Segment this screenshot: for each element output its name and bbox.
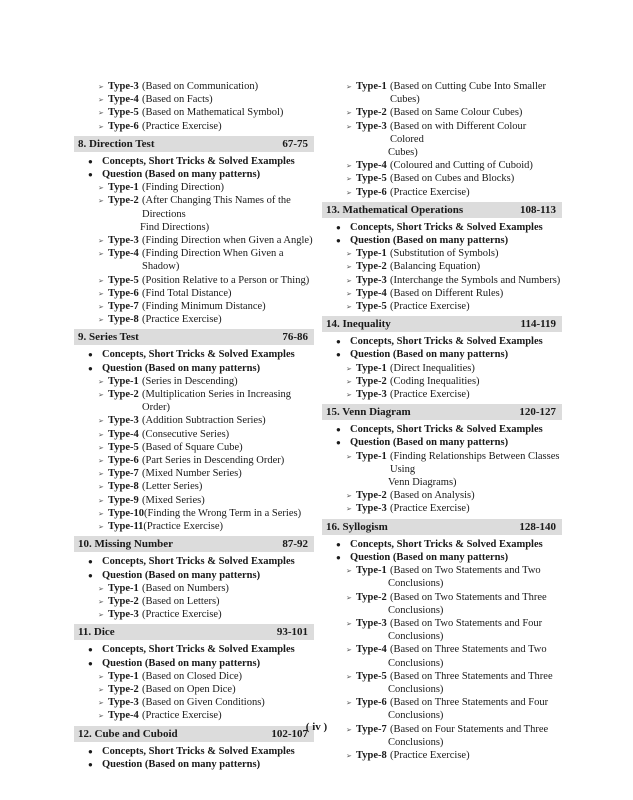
type-description: (Based on Three Statements and Four: [390, 697, 549, 709]
type-label: Type-4: [108, 248, 139, 260]
type-description: (Practice Exercise): [142, 120, 222, 132]
page-number: ( iv ): [305, 721, 328, 733]
type-label: Type-9: [108, 494, 139, 506]
type-item: [74, 388, 314, 414]
type-item: [322, 247, 562, 260]
type-label: Type-2: [356, 490, 387, 502]
type-label: Type-3: [356, 120, 387, 132]
type-item: [74, 234, 314, 247]
type-label: Type-6: [108, 455, 139, 467]
type-item: [74, 683, 314, 696]
type-item: [74, 467, 314, 480]
type-label: Type-4: [108, 428, 139, 440]
type-item: [74, 582, 314, 595]
type-item: [322, 643, 562, 656]
type-description: (Based on Numbers): [142, 582, 229, 594]
type-item: [322, 159, 562, 172]
type-description: (Based on Two Statements and Four: [390, 617, 543, 629]
section-pages: 87-92: [282, 538, 308, 551]
chevron-right-icon: ➢: [98, 250, 104, 259]
type-label: Type-2: [108, 595, 139, 607]
type-label: Type-7: [108, 301, 139, 313]
bullet-item: ● Question (Based on many patterns): [74, 758, 314, 771]
type-description: (Based on Open Dice): [142, 683, 236, 695]
chevron-right-icon: ➢: [346, 492, 352, 501]
chevron-right-icon: ➢: [346, 109, 352, 118]
bullet-item: ● Concepts, Short Tricks & Solved Examples: [74, 643, 314, 656]
type-description: (Practice Exercise): [390, 749, 470, 761]
type-description: (After Changing This Names of the Directions: [142, 195, 291, 220]
type-description: (Finding Relationships Between Classes Using: [390, 450, 560, 475]
type-description: (Coding Inequalities): [390, 375, 480, 387]
section-title: 12. Cube and Cuboid: [78, 727, 178, 740]
type-description: (Practice Exercise): [142, 314, 222, 326]
type-description: (Finding Direction When Given a Shadow): [142, 248, 284, 273]
type-description: (Based on Three Statements and Three: [390, 670, 553, 682]
type-item: [322, 172, 562, 185]
type-label: Type-3: [356, 503, 387, 515]
bullet-item: ● Concepts, Short Tricks & Solved Examples: [322, 335, 562, 348]
chevron-right-icon: ➢: [98, 276, 104, 285]
chevron-right-icon: ➢: [346, 452, 352, 461]
chevron-right-icon: ➢: [346, 646, 352, 655]
chevron-right-icon: ➢: [346, 725, 352, 734]
type-label: Type-4: [356, 287, 387, 299]
section-pages: 114-119: [520, 318, 556, 331]
chevron-right-icon: ➢: [346, 672, 352, 681]
type-label: Type-4: [356, 644, 387, 656]
section-pages: 120-127: [519, 406, 556, 419]
type-item: [74, 375, 314, 388]
chevron-right-icon: ➢: [98, 83, 104, 91]
chevron-right-icon: ➢: [346, 188, 352, 197]
type-description: (Multiplication Series in Increasing Order): [142, 389, 292, 414]
type-label: Type-8: [108, 314, 139, 326]
type-description-continued: Conclusions): [388, 631, 444, 643]
type-description: (Finding Direction): [142, 182, 224, 194]
type-label: Type-6: [108, 120, 139, 132]
toc-left-column: [74, 80, 314, 771]
type-description: (Consecutive Series): [142, 428, 230, 440]
section-pages: 102-107: [271, 727, 308, 740]
type-label: Type-10: [108, 507, 144, 519]
type-item: [74, 414, 314, 427]
type-item: [74, 181, 314, 194]
type-description: (Mixed Series): [142, 494, 205, 506]
type-description: (Based on Closed Dice): [142, 670, 243, 682]
chevron-right-icon: ➢: [98, 377, 104, 386]
section-title: 13. Mathematical Operations: [326, 203, 464, 216]
type-label: Type-2: [108, 683, 139, 695]
chevron-right-icon: ➢: [346, 699, 352, 708]
type-description: (Based on Given Conditions): [142, 697, 265, 709]
type-description: (Interchange the Symbols and Numbers): [390, 274, 561, 286]
type-description: (Based on Same Colour Cubes): [390, 107, 523, 119]
chevron-right-icon: ➢: [346, 751, 352, 760]
type-item: [322, 450, 562, 476]
type-description: (Based on Three Statements and Two: [390, 644, 547, 656]
chevron-right-icon: ➢: [98, 122, 104, 131]
type-item: [74, 80, 314, 93]
chevron-right-icon: ➢: [346, 250, 352, 259]
type-item: [74, 428, 314, 441]
type-item: [74, 696, 314, 709]
type-description-continued: Conclusions): [388, 736, 444, 748]
type-item: [74, 274, 314, 287]
bullet-item: ● Question (Based on many patterns): [74, 569, 314, 582]
chevron-right-icon: ➢: [346, 593, 352, 602]
type-description: (Based on Facts): [142, 94, 213, 106]
type-description: (Finding Minimum Distance): [142, 301, 266, 313]
chevron-right-icon: ➢: [346, 567, 352, 576]
type-item: [74, 480, 314, 493]
type-description: (Find Total Distance): [142, 287, 232, 299]
chevron-right-icon: ➢: [98, 509, 104, 518]
type-item: [322, 186, 562, 199]
chevron-right-icon: ➢: [346, 377, 352, 386]
toc-right-column: [322, 80, 562, 762]
type-description: (Based on with Different Colour Colored: [390, 120, 527, 145]
type-label: Type-1: [108, 375, 139, 387]
type-item: [74, 247, 314, 273]
chevron-right-icon: ➢: [98, 197, 104, 206]
section-heading: [74, 624, 314, 640]
type-label: Type-5: [356, 173, 387, 185]
type-label: Type-1: [356, 81, 387, 92]
type-description-continued: Conclusions): [388, 578, 444, 590]
type-item: [322, 502, 562, 515]
section-heading: [322, 202, 562, 218]
chevron-right-icon: ➢: [98, 523, 104, 532]
chevron-right-icon: ➢: [98, 391, 104, 400]
chevron-right-icon: ➢: [98, 184, 104, 193]
type-description: (Based on Four Statements and Three: [390, 723, 549, 735]
bullet-item: ● Question (Based on many patterns): [74, 168, 314, 181]
section-heading: [74, 536, 314, 552]
type-label: Type-5: [108, 441, 139, 453]
bullet-item: ● Concepts, Short Tricks & Solved Examples: [74, 745, 314, 758]
bullet-item: ● Question (Based on many patterns): [322, 348, 562, 361]
section-title: 15. Venn Diagram: [326, 406, 411, 419]
type-description-continued: Cubes): [388, 147, 418, 159]
type-item: [322, 287, 562, 300]
type-item: [322, 375, 562, 388]
type-item: [74, 194, 314, 220]
type-item: [74, 520, 314, 533]
section-title: 14. Inequality: [326, 318, 391, 331]
type-label: Type-1: [356, 565, 387, 577]
type-label: Type-4: [108, 710, 139, 722]
chevron-right-icon: ➢: [346, 263, 352, 272]
chevron-right-icon: ➢: [98, 237, 104, 246]
section-heading: [322, 519, 562, 535]
chevron-right-icon: ➢: [98, 611, 104, 620]
type-label: Type-3: [356, 389, 387, 401]
chevron-right-icon: ➢: [346, 276, 352, 285]
type-label: Type-5: [356, 670, 387, 682]
type-label: Type-3: [108, 235, 139, 247]
type-label: Type-8: [108, 481, 139, 493]
type-description-continued: Conclusions): [388, 604, 444, 616]
chevron-right-icon: ➢: [98, 430, 104, 439]
type-description: (Practice Exercise): [143, 521, 223, 533]
bullet-item: ● Concepts, Short Tricks & Solved Examples: [74, 155, 314, 168]
chevron-right-icon: ➢: [98, 685, 104, 694]
type-label: Type-2: [356, 261, 387, 273]
type-label: Type-3: [108, 609, 139, 621]
type-item: [74, 120, 314, 133]
chevron-right-icon: ➢: [98, 417, 104, 426]
bullet-item: ● Question (Based on many patterns): [322, 551, 562, 564]
type-item: [322, 260, 562, 273]
type-item: [322, 388, 562, 401]
bullet-item: ● Question (Based on many patterns): [74, 362, 314, 375]
type-item: [74, 300, 314, 313]
type-description: (Addition Subtraction Series): [142, 415, 266, 427]
chevron-right-icon: ➢: [98, 672, 104, 681]
section-pages: 93-101: [276, 626, 308, 639]
type-item: [322, 696, 562, 709]
type-description: (Substitution of Symbols): [390, 248, 499, 260]
type-label: Type-3: [356, 274, 387, 286]
section-title: 9. Series Test: [78, 331, 139, 344]
type-label: Type-5: [108, 274, 139, 286]
chevron-right-icon: ➢: [346, 505, 352, 514]
type-description: (Practice Exercise): [390, 389, 470, 401]
type-item: [74, 313, 314, 326]
section-title: 8. Direction Test: [78, 137, 155, 150]
type-label: Type-1: [108, 182, 139, 194]
chevron-right-icon: ➢: [346, 162, 352, 171]
type-label: Type-7: [108, 468, 139, 480]
type-item: [74, 670, 314, 683]
type-label: Type-5: [108, 107, 139, 119]
type-description: (Practice Exercise): [142, 609, 222, 621]
section-pages: 67-75: [282, 137, 308, 150]
type-label: Type-2: [108, 389, 139, 401]
type-item: [322, 274, 562, 287]
section-pages: 108-113: [519, 203, 556, 216]
type-label: Type-7: [356, 723, 387, 735]
type-item: [74, 608, 314, 621]
type-description-continued: Find Directions): [140, 221, 210, 233]
type-item: [74, 441, 314, 454]
type-label: Type-4: [108, 94, 139, 106]
type-description: (Based on Cubes and Blocks): [390, 173, 515, 185]
type-description: (Position Relative to a Person or Thing): [142, 274, 310, 286]
type-description: (Based on Mathematical Symbol): [142, 107, 284, 119]
type-item: [74, 595, 314, 608]
type-description: (Based on Different Rules): [390, 287, 504, 299]
type-description: (Finding the Wrong Term in a Series): [143, 507, 302, 519]
section-title: 11. Dice: [78, 626, 115, 639]
chevron-right-icon: ➢: [98, 109, 104, 118]
type-label: Type-3: [356, 617, 387, 629]
type-label: Type-4: [356, 160, 387, 172]
type-label: Type-11: [108, 521, 144, 533]
type-description: (Mixed Number Series): [142, 468, 242, 480]
chevron-right-icon: ➢: [98, 597, 104, 606]
type-item: [322, 362, 562, 375]
type-description-continued: Conclusions): [388, 683, 444, 695]
type-item: [322, 617, 562, 630]
type-item: [322, 120, 562, 146]
chevron-right-icon: ➢: [98, 457, 104, 466]
bullet-item: ● Question (Based on many patterns): [322, 436, 562, 449]
bullet-item: ● Concepts, Short Tricks & Solved Examples: [322, 221, 562, 234]
section-title: 10. Missing Number: [78, 538, 174, 551]
type-item: [322, 749, 562, 762]
type-label: Type-3: [108, 415, 139, 427]
type-label: Type-1: [356, 248, 387, 260]
type-description: (Direct Inequalities): [390, 362, 475, 374]
type-description: (Practice Exercise): [390, 301, 470, 313]
chevron-right-icon: ➢: [98, 316, 104, 325]
bullet-item: ● Question (Based on many patterns): [322, 234, 562, 247]
type-item: [74, 93, 314, 106]
type-description-continued: Conclusions): [388, 657, 444, 669]
section-pages: 128-140: [519, 520, 556, 533]
chevron-right-icon: ➢: [98, 289, 104, 298]
chevron-right-icon: ➢: [346, 83, 352, 91]
type-description: (Based on Communication): [142, 81, 259, 92]
type-description: (Practice Exercise): [390, 503, 470, 515]
type-label: Type-1: [356, 362, 387, 374]
type-label: Type-2: [356, 375, 387, 387]
section-pages: 76-86: [282, 331, 308, 344]
type-item: [74, 507, 314, 520]
type-label: Type-6: [356, 697, 387, 709]
type-item: [322, 489, 562, 502]
type-item: [74, 106, 314, 119]
section-heading: [322, 404, 562, 420]
type-label: Type-3: [108, 81, 139, 92]
type-description: (Based on Cutting Cube Into Smaller Cubes): [390, 81, 547, 106]
chevron-right-icon: ➢: [346, 122, 352, 131]
type-label: Type-2: [108, 195, 139, 207]
section-heading: [74, 329, 314, 345]
type-description: (Practice Exercise): [390, 186, 470, 198]
type-description: (Practice Exercise): [142, 710, 222, 722]
chevron-right-icon: ➢: [98, 96, 104, 105]
section-heading: [74, 136, 314, 152]
type-label: Type-3: [108, 697, 139, 709]
chevron-right-icon: ➢: [346, 391, 352, 400]
bullet-item: ● Concepts, Short Tricks & Solved Examples: [74, 348, 314, 361]
type-description: (Based on Two Statements and Two: [390, 565, 541, 577]
type-description: (Series in Descending): [142, 375, 238, 387]
type-item: [322, 80, 562, 106]
type-description-continued: Venn Diagrams): [388, 477, 457, 489]
type-item: [322, 300, 562, 313]
bullet-item: ● Concepts, Short Tricks & Solved Examples: [322, 423, 562, 436]
chevron-right-icon: ➢: [346, 303, 352, 312]
chevron-right-icon: ➢: [98, 470, 104, 479]
type-description: (Letter Series): [142, 481, 203, 493]
type-label: Type-1: [108, 670, 139, 682]
type-label: Type-2: [356, 591, 387, 603]
type-item: [322, 591, 562, 604]
section-title: 16. Syllogism: [326, 520, 388, 533]
type-description: (Finding Direction when Given a Angle): [142, 235, 313, 247]
bullet-item: ● Question (Based on many patterns): [74, 657, 314, 670]
chevron-right-icon: ➢: [98, 699, 104, 708]
chevron-right-icon: ➢: [98, 584, 104, 593]
type-label: Type-8: [356, 749, 387, 761]
type-label: Type-1: [356, 450, 387, 462]
type-item: [74, 287, 314, 300]
type-label: Type-2: [356, 107, 387, 119]
type-item: [74, 454, 314, 467]
type-item: [322, 564, 562, 577]
type-item: [74, 494, 314, 507]
section-heading: [322, 316, 562, 332]
type-label: Type-5: [356, 301, 387, 313]
type-description: (Based of Square Cube): [142, 441, 243, 453]
chevron-right-icon: ➢: [98, 496, 104, 505]
chevron-right-icon: ➢: [98, 712, 104, 721]
type-label: Type-6: [108, 287, 139, 299]
chevron-right-icon: ➢: [346, 289, 352, 298]
bullet-item: ● Concepts, Short Tricks & Solved Examples: [74, 555, 314, 568]
type-description: (Part Series in Descending Order): [142, 455, 285, 467]
chevron-right-icon: ➢: [98, 483, 104, 492]
chevron-right-icon: ➢: [346, 175, 352, 184]
type-description: (Balancing Equation): [390, 261, 481, 273]
type-description-continued: Conclusions): [388, 710, 444, 722]
type-description: (Based on Two Statements and Three: [390, 591, 547, 603]
bullet-item: ● Concepts, Short Tricks & Solved Examples: [322, 538, 562, 551]
type-description: (Based on Letters): [142, 595, 220, 607]
type-label: Type-1: [108, 582, 139, 594]
chevron-right-icon: ➢: [346, 364, 352, 373]
chevron-right-icon: ➢: [98, 303, 104, 312]
chevron-right-icon: ➢: [98, 443, 104, 452]
type-item: [322, 670, 562, 683]
chevron-right-icon: ➢: [346, 619, 352, 628]
type-description: (Coloured and Cutting of Cuboid): [390, 160, 533, 172]
type-label: Type-6: [356, 186, 387, 198]
type-description: (Based on Analysis): [390, 490, 475, 502]
type-item: [322, 106, 562, 119]
